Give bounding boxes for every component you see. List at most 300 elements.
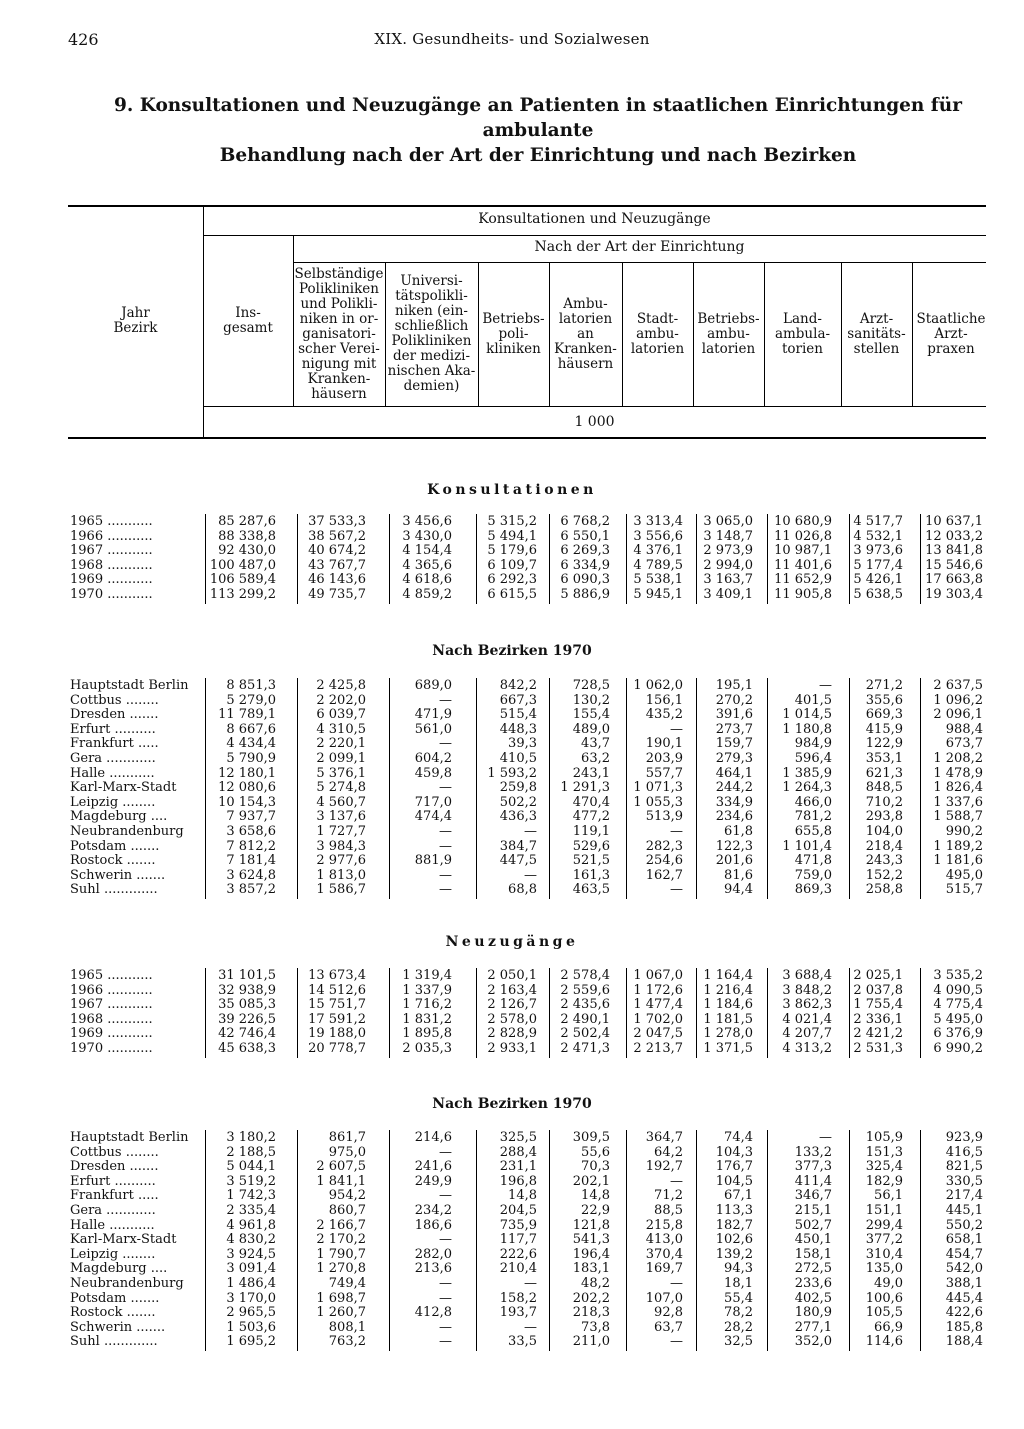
table-cell: 2 502,4: [560, 1026, 610, 1042]
header-col-7-line-2: ambu-: [707, 325, 750, 342]
table-cell: 1 014,5: [782, 707, 832, 723]
table-cell: 176,7: [715, 1159, 753, 1175]
table-cell: 6 292,3: [487, 572, 537, 588]
header-col-4-line-3: kliniken: [486, 340, 541, 357]
table-cell: 1 486,4: [226, 1276, 276, 1291]
table-cell: 5 495,0: [933, 1011, 983, 1027]
table-cell: 735,9: [499, 1217, 537, 1233]
table-cell: 2 170,2: [316, 1232, 366, 1248]
header-col-5: [549, 262, 622, 406]
table-cell: 557,7: [645, 765, 683, 781]
table-row: [0, 515, 1024, 530]
header-col-1: [203, 236, 293, 406]
table-row: [0, 869, 1024, 884]
table-cell: 182,9: [865, 1173, 903, 1189]
table-cell: 5 279,0: [226, 692, 276, 708]
table-cell: 135,0: [865, 1261, 903, 1277]
table-cell: 309,5: [572, 1130, 610, 1145]
table-cell: 1 371,5: [703, 1041, 753, 1056]
table-cell: 2 578,4: [560, 968, 610, 983]
table-cell: 40 674,2: [308, 543, 366, 559]
table-cell: 105,9: [865, 1130, 903, 1145]
row-label: Cottbus ........: [70, 1145, 159, 1160]
table-row: [0, 1204, 1024, 1219]
table-cell: 46 143,6: [308, 572, 366, 588]
header-col-4-line-1: Betriebs-: [482, 310, 545, 327]
table-cell: —: [439, 1334, 452, 1350]
header-col-2-line-5: ganisatori-: [302, 325, 376, 342]
table-cell: 3 535,2: [933, 968, 983, 983]
table-cell: 541,3: [572, 1232, 610, 1248]
table-cell: 244,2: [715, 780, 753, 796]
row-label: 1968 ...........: [70, 1012, 153, 1027]
table-cell: 1 208,2: [933, 751, 983, 766]
header-col-5-line-1: Ambu-: [563, 295, 608, 312]
table-row: [0, 854, 1024, 869]
table-cell: 513,9: [645, 809, 683, 825]
table-cell: 100,6: [865, 1290, 903, 1306]
table-cell: 667,3: [499, 692, 537, 708]
table-cell: 1 270,8: [316, 1261, 366, 1277]
table-cell: 673,7: [945, 736, 983, 752]
table-cell: 471,9: [414, 707, 452, 723]
table-cell: 31 101,5: [218, 968, 276, 983]
header-col-3-line-8: demien): [403, 378, 460, 394]
table-cell: 3 658,6: [226, 824, 276, 839]
table-row: [0, 573, 1024, 588]
table-cell: 114,6: [865, 1334, 903, 1350]
header-col-10-line-2: Arzt-: [934, 325, 968, 342]
row-label: Halle ...........: [70, 766, 155, 781]
section-title-neuzugaenge: Neuzugänge: [445, 934, 579, 950]
table-cell: 655,8: [794, 824, 832, 839]
table-row: [0, 969, 1024, 984]
header-col-2-line-3: und Polikli-: [300, 295, 378, 312]
row-label: 1966 ...........: [70, 983, 153, 998]
table-cell: 6 550,1: [560, 528, 610, 544]
section-title-bezirke-neuzugaenge: Nach Bezirken 1970: [432, 1096, 592, 1112]
table-cell: 401,5: [794, 692, 832, 708]
table-cell: 6 090,3: [560, 572, 610, 588]
table-cell: 542,0: [945, 1261, 983, 1277]
table-cell: 415,9: [865, 721, 903, 737]
table-cell: 1 813,0: [316, 867, 366, 883]
table-row: [0, 796, 1024, 811]
row-label: 1966 ...........: [70, 529, 153, 544]
table-cell: —: [439, 824, 452, 839]
header-col-2-line-8: Kranken-: [307, 370, 371, 387]
table-cell: 234,6: [715, 809, 753, 825]
table-cell: 151,3: [865, 1144, 903, 1160]
table-cell: 759,0: [794, 867, 832, 883]
table-cell: 243,3: [865, 853, 903, 869]
table-cell: 104,0: [865, 824, 903, 839]
table-cell: 416,5: [945, 1144, 983, 1160]
row-label: Hauptstadt Berlin: [70, 1131, 189, 1145]
header-stub-line-2: Bezirk: [113, 320, 158, 336]
table-cell: 39,3: [508, 736, 537, 752]
table-cell: 2 559,6: [560, 982, 610, 998]
table-cell: 1 755,4: [853, 997, 903, 1013]
table-cell: 196,4: [572, 1246, 610, 1262]
table-row: [0, 1219, 1024, 1234]
table-cell: —: [524, 1319, 537, 1335]
table-cell: 218,3: [572, 1305, 610, 1321]
table-cell: 4 859,2: [402, 587, 452, 602]
table-cell: 185,8: [945, 1319, 983, 1335]
table-cell: 1 503,6: [226, 1319, 276, 1335]
table-cell: 464,1: [715, 765, 753, 781]
row-label: Magdeburg ....: [70, 1262, 168, 1277]
table-cell: 3 163,7: [703, 572, 753, 588]
table-cell: 196,8: [499, 1173, 537, 1189]
table-cell: 4 376,1: [633, 543, 683, 559]
table-cell: 1 164,4: [703, 968, 753, 983]
table-cell: 45 638,3: [218, 1041, 276, 1056]
header-col-10: [912, 262, 990, 406]
table-cell: 222,6: [499, 1246, 537, 1262]
table-cell: 5 638,5: [853, 587, 903, 602]
header-col-9: [841, 262, 912, 406]
table-cell: 28,2: [724, 1319, 753, 1335]
table-cell: 19 303,4: [925, 587, 983, 602]
table-cell: 10 987,1: [774, 543, 832, 559]
table-cell: 67,1: [724, 1188, 753, 1204]
table-cell: 74,4: [724, 1130, 753, 1145]
table-cell: 273,7: [715, 721, 753, 737]
table-cell: 188,4: [945, 1334, 983, 1350]
table-cell: 749,4: [328, 1276, 366, 1291]
table-cell: 243,1: [572, 765, 610, 781]
table-cell: 5 179,6: [487, 543, 537, 559]
table-cell: 1 841,1: [316, 1173, 366, 1189]
table-cell: 17 663,8: [925, 572, 983, 588]
header-unit-label: 1 000: [574, 414, 615, 430]
table-title-line-2: Behandlung nach der Art der Einrichtung und nach Bezirken: [219, 145, 857, 166]
table-row: [0, 840, 1024, 855]
table-row: [0, 1027, 1024, 1042]
table-cell: 1 096,2: [933, 692, 983, 708]
header-col-5-line-5: häusern: [557, 355, 614, 372]
table-row: [0, 723, 1024, 738]
header-col-3-line-7: nischen Aka-: [387, 363, 476, 379]
table-cell: 2 973,9: [703, 543, 753, 559]
table-cell: 22,9: [581, 1203, 610, 1218]
table-cell: 1 055,3: [633, 794, 683, 810]
table-cell: 2 977,6: [316, 853, 366, 869]
table-cell: 183,1: [572, 1261, 610, 1277]
table-row: [0, 1335, 1024, 1350]
table-cell: —: [439, 736, 452, 752]
page-number: 426: [68, 30, 99, 49]
table-row: [0, 810, 1024, 825]
table-cell: 7 812,2: [226, 838, 276, 854]
table-cell: 1 385,9: [782, 765, 832, 781]
row-label: Magdeburg ....: [70, 810, 168, 825]
table-cell: 6 990,2: [933, 1041, 983, 1056]
table-cell: 107,0: [645, 1290, 683, 1306]
table-cell: 161,3: [572, 867, 610, 883]
table-cell: 8 851,3: [226, 678, 276, 693]
header-col-5-line-2: latorien: [558, 310, 613, 327]
table-cell: 180,9: [794, 1305, 832, 1321]
header-col-3-line-6: der medizi-: [392, 348, 471, 364]
table-cell: 56,1: [874, 1188, 903, 1204]
row-label: Frankfurt .....: [70, 737, 159, 752]
table-cell: —: [670, 882, 683, 898]
table-cell: 104,5: [715, 1173, 753, 1189]
table-cell: 241,6: [414, 1159, 452, 1175]
table-cell: 5 315,2: [487, 514, 537, 529]
table-cell: 272,5: [794, 1261, 832, 1277]
table-cell: —: [439, 867, 452, 883]
table-cell: 6 039,7: [316, 707, 366, 723]
table-row: [0, 544, 1024, 559]
table-cell: 1 181,5: [703, 1011, 753, 1027]
table-cell: 49,0: [874, 1276, 903, 1291]
table-cell: 604,2: [414, 751, 452, 766]
table-cell: 1 698,7: [316, 1290, 366, 1306]
table-cell: 821,5: [945, 1159, 983, 1175]
table-cell: 215,1: [794, 1203, 832, 1218]
table-cell: 139,2: [715, 1246, 753, 1262]
table-cell: 1 895,8: [402, 1026, 452, 1042]
table-cell: 355,6: [865, 692, 903, 708]
table-cell: 192,7: [645, 1159, 683, 1175]
table-cell: 259,8: [499, 780, 537, 796]
table-cell: 204,5: [499, 1203, 537, 1218]
table-cell: 669,3: [865, 707, 903, 723]
table-row: [0, 737, 1024, 752]
table-cell: —: [524, 1276, 537, 1291]
table-cell: 10 680,9: [774, 514, 832, 529]
table-cell: 202,1: [572, 1173, 610, 1189]
table-cell: 14,8: [508, 1188, 537, 1204]
table-cell: 20 778,7: [308, 1041, 366, 1056]
table-row: [0, 708, 1024, 723]
table-cell: 71,2: [654, 1188, 683, 1204]
table-cell: 85 287,6: [218, 514, 276, 529]
header-col-2-line-9: häusern: [311, 385, 367, 402]
table-row: [0, 1189, 1024, 1204]
table-cell: 3 180,2: [226, 1130, 276, 1145]
table-cell: 11 789,1: [218, 707, 276, 723]
table-cell: 12 033,2: [925, 528, 983, 544]
header-col-2: [293, 262, 385, 406]
row-label: 1968 ...........: [70, 558, 153, 573]
table-cell: 3 862,3: [782, 997, 832, 1013]
table-cell: 231,1: [499, 1159, 537, 1175]
header-col-6-line-2: ambu-: [636, 325, 679, 342]
table-cell: 2 531,3: [853, 1041, 903, 1056]
table-cell: 2 126,7: [487, 997, 537, 1013]
table-cell: 158,2: [499, 1290, 537, 1306]
table-cell: 477,2: [572, 809, 610, 825]
table-cell: 1 067,0: [633, 968, 683, 983]
table-cell: 100 487,0: [209, 557, 276, 573]
table-cell: 2 202,0: [316, 692, 366, 708]
table-cell: 4 560,7: [316, 794, 366, 810]
table-cell: 2 025,1: [853, 968, 903, 983]
table-cell: 78,2: [724, 1305, 753, 1321]
table-cell: 88,5: [654, 1203, 683, 1218]
table-cell: 2 096,1: [933, 707, 983, 723]
table-row: [0, 1160, 1024, 1175]
table-cell: 1 586,7: [316, 882, 366, 898]
table-cell: 5 886,9: [560, 587, 610, 602]
table-cell: —: [439, 1188, 452, 1204]
table-cell: 445,4: [945, 1290, 983, 1306]
row-label: Neubrandenburg: [70, 825, 184, 839]
header-col-3-line-4: schließlich: [394, 318, 469, 334]
row-label: Rostock .......: [70, 1306, 156, 1321]
table-cell: 203,9: [645, 751, 683, 766]
header-col-10-line-1: Staatliche: [916, 310, 986, 327]
table-cell: 4 310,5: [316, 721, 366, 737]
table-cell: 32,5: [724, 1334, 753, 1350]
header-span-label: Konsultationen und Neuzugänge: [478, 211, 711, 227]
table-cell: 2 047,5: [633, 1026, 683, 1042]
table-cell: 254,6: [645, 853, 683, 869]
table-cell: 113,3: [715, 1203, 753, 1218]
table-cell: —: [439, 1290, 452, 1306]
section-title-bezirke-konsultationen: Nach Bezirken 1970: [432, 643, 592, 659]
table-cell: 717,0: [414, 794, 452, 810]
row-label: Suhl .............: [70, 1335, 158, 1350]
table-row: [0, 1262, 1024, 1277]
table-cell: 402,5: [794, 1290, 832, 1306]
table-cell: 234,2: [414, 1203, 452, 1218]
table-cell: 130,2: [572, 692, 610, 708]
table-cell: 277,1: [794, 1319, 832, 1335]
table-cell: 384,7: [499, 838, 537, 854]
row-label: Hauptstadt Berlin: [70, 679, 189, 693]
table-cell: 4 517,7: [853, 514, 903, 529]
table-cell: 201,6: [715, 853, 753, 869]
row-label: 1965 ...........: [70, 515, 153, 529]
table-cell: 106 589,4: [209, 572, 276, 588]
table-cell: 2 336,1: [853, 1011, 903, 1027]
table-cell: 151,1: [865, 1203, 903, 1218]
table-cell: 5 426,1: [853, 572, 903, 588]
table-cell: 4 313,2: [782, 1041, 832, 1056]
table-cell: 1 831,2: [402, 1011, 452, 1027]
row-label: 1970 ...........: [70, 1042, 153, 1056]
table-cell: 325,5: [499, 1130, 537, 1145]
table-cell: 411,4: [794, 1173, 832, 1189]
table-cell: 515,7: [945, 882, 983, 898]
table-row: [0, 1306, 1024, 1321]
table-row: [0, 679, 1024, 694]
table-cell: 113 299,2: [209, 587, 276, 602]
table-row: [0, 1013, 1024, 1028]
table-cell: 4 207,7: [782, 1026, 832, 1042]
table-cell: —: [439, 1232, 452, 1248]
table-cell: —: [670, 1173, 683, 1189]
table-cell: 155,4: [572, 707, 610, 723]
table-cell: 1 278,0: [703, 1026, 753, 1042]
table-cell: —: [439, 838, 452, 854]
table-row: [0, 767, 1024, 782]
table-cell: 1 071,3: [633, 780, 683, 796]
table-row: [0, 1321, 1024, 1336]
table-cell: 11 401,6: [774, 557, 832, 573]
table-cell: 2 490,1: [560, 1011, 610, 1027]
table-cell: 63,2: [581, 751, 610, 766]
table-row: [0, 883, 1024, 898]
table-cell: 10 637,1: [925, 514, 983, 529]
table-cell: 5 945,1: [633, 587, 683, 602]
table-cell: 122,9: [865, 736, 903, 752]
table-cell: 954,2: [328, 1188, 366, 1204]
table-cell: 459,8: [414, 765, 452, 781]
table-cell: 869,3: [794, 882, 832, 898]
header-col-10-line-3: praxen: [927, 340, 975, 357]
table-cell: 860,7: [328, 1203, 366, 1218]
row-label: Dresden .......: [70, 1160, 159, 1175]
table-cell: 1 291,3: [560, 780, 610, 796]
table-cell: 2 035,3: [402, 1041, 452, 1056]
table-cell: 2 637,5: [933, 678, 983, 693]
table-cell: 1 216,4: [703, 982, 753, 998]
table-cell: 2 471,3: [560, 1041, 610, 1056]
header-col-6: [622, 262, 693, 406]
header-col-6-line-3: latorien: [630, 340, 685, 357]
table-cell: 2 099,1: [316, 751, 366, 766]
header-col-8-line-2: ambula-: [774, 325, 831, 342]
table-cell: 450,1: [794, 1232, 832, 1248]
running-head: XIX. Gesundheits- und Sozialwesen: [374, 30, 650, 48]
table-cell: 81,6: [724, 867, 753, 883]
table-cell: 249,9: [414, 1173, 452, 1189]
table-cell: 2 335,4: [226, 1203, 276, 1218]
row-label: Gera ............: [70, 752, 156, 766]
table-cell: 288,4: [499, 1144, 537, 1160]
table-cell: 470,4: [572, 794, 610, 810]
table-cell: 210,4: [499, 1261, 537, 1277]
table-cell: 808,1: [328, 1319, 366, 1335]
table-cell: 410,5: [499, 751, 537, 766]
row-label: 1967 ...........: [70, 544, 153, 559]
table-cell: 1 588,7: [933, 809, 983, 825]
header-stub: [68, 236, 203, 406]
table-cell: 13 841,8: [925, 543, 983, 559]
table-cell: 521,5: [572, 853, 610, 869]
row-label: Karl-Marx-Stadt: [70, 1233, 177, 1248]
table-cell: 4 961,8: [226, 1217, 276, 1233]
table-cell: 94,3: [724, 1261, 753, 1277]
table-cell: 73,8: [581, 1319, 610, 1335]
table-cell: 422,6: [945, 1305, 983, 1321]
table-cell: 3 556,6: [633, 528, 683, 544]
table-cell: 391,6: [715, 707, 753, 723]
table-row: [0, 1042, 1024, 1057]
table-cell: 18,1: [724, 1276, 753, 1291]
table-cell: 1 742,3: [226, 1188, 276, 1204]
table-cell: 14 512,6: [308, 982, 366, 998]
table-cell: 182,7: [715, 1217, 753, 1233]
table-cell: 66,9: [874, 1319, 903, 1335]
table-cell: 370,4: [645, 1246, 683, 1262]
row-label: Neubrandenburg: [70, 1277, 184, 1291]
table-cell: 377,2: [865, 1232, 903, 1248]
section-title-konsultationen: Konsultationen: [427, 482, 597, 498]
table-cell: 5 044,1: [226, 1159, 276, 1175]
table-cell: 218,4: [865, 838, 903, 854]
table-cell: 92 430,0: [218, 543, 276, 559]
table-cell: 17 591,2: [308, 1011, 366, 1027]
table-cell: 190,1: [645, 736, 683, 752]
